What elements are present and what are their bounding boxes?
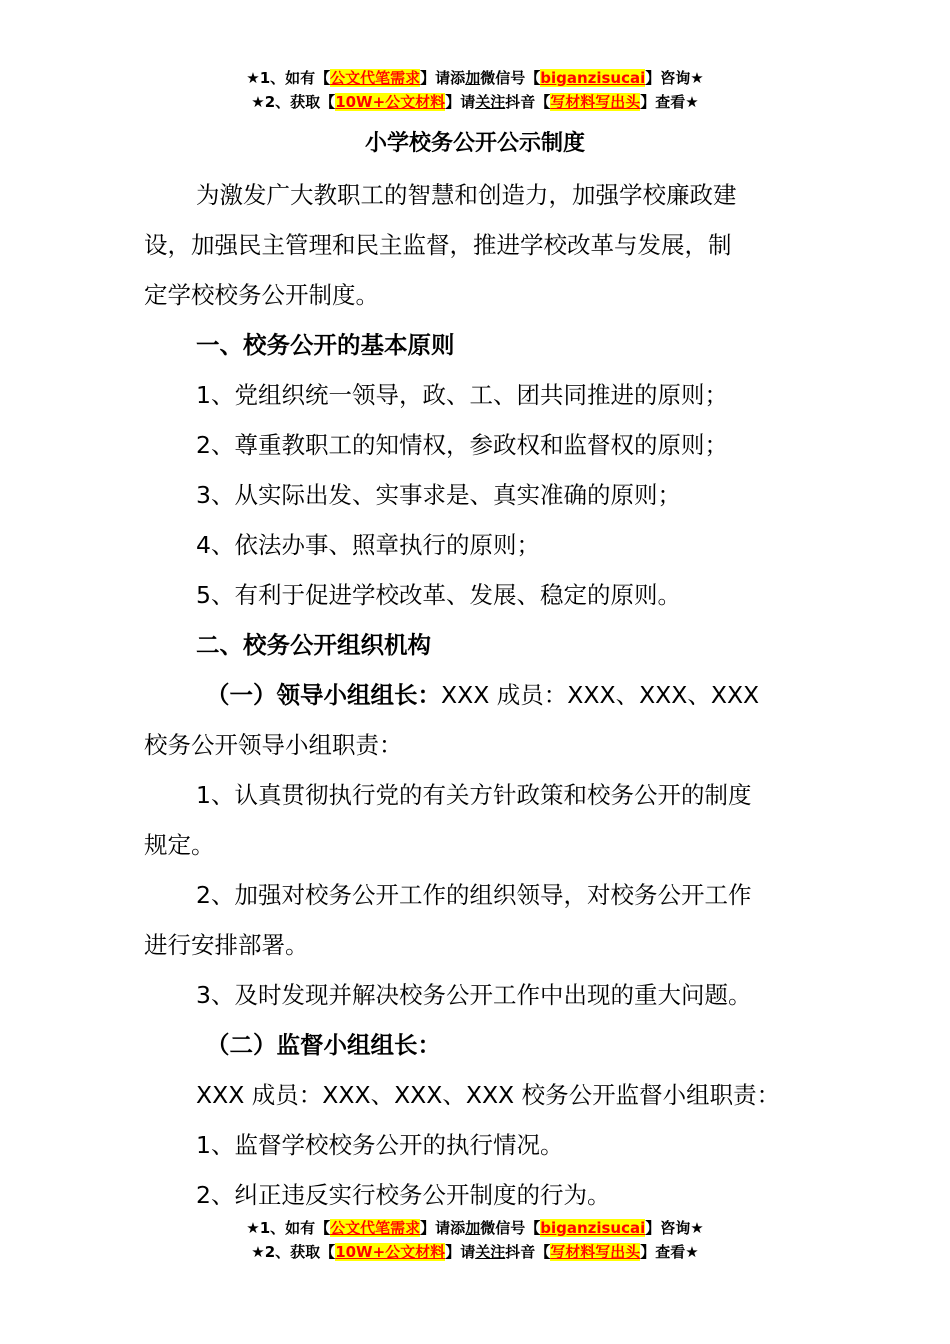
list-item: 4、依法办事、照章执行的原则； — [196, 531, 540, 559]
subsection-line — [144, 670, 824, 720]
banner-text: 抖音【 — [505, 93, 551, 111]
banner-text: ★2、获取【 — [251, 1243, 336, 1261]
highlight-materials: 10W+公文材料 — [335, 1243, 446, 1261]
list-item: 3、及时发现并解决校务公开工作中出现的重大问题。 — [196, 981, 752, 1009]
banner-text: 关注 — [475, 93, 506, 111]
banner-text: 】请添 — [420, 1219, 466, 1237]
banner-text: 】请 — [445, 1243, 476, 1261]
list-item: 2、加强对校务公开工作的组织领导，对校务公开工作 — [196, 881, 752, 909]
document-body — [144, 170, 824, 1220]
section-heading: 一、校务公开的基本原则 — [196, 331, 455, 359]
banner-line-1 — [0, 1216, 950, 1240]
highlight-materials: 10W+公文材料 — [335, 93, 446, 111]
paragraph-line: 校务公开领导小组职责： — [144, 731, 403, 759]
banner-text: 】查看★ — [640, 93, 699, 111]
highlight-wechat-id: biganzisucai — [540, 1219, 646, 1237]
highlight-douyin-id: 写材料写出头 — [550, 1243, 641, 1261]
banner-text: 微信号【 — [480, 1219, 541, 1237]
list-item: 2、纠正违反实行校务公开制度的行为。 — [196, 1181, 611, 1209]
highlight-douyin-id: 写材料写出头 — [550, 93, 641, 111]
list-item: 3、从实际出发、实事求是、真实准确的原则； — [196, 481, 681, 509]
banner-text: 】请添 — [420, 69, 466, 87]
paragraph-line: XXX 成员：XXX、XXX、XXX 校务公开监督小组职责： — [196, 1081, 781, 1109]
banner-line-2 — [0, 90, 950, 114]
intro-line: 设，加强民主管理和民主监督，推进学校改革与发展，制 — [144, 231, 732, 259]
highlight-wechat-id: biganzisucai — [540, 69, 646, 87]
subsection-text: XXX 成员：XXX、XXX、XXX — [441, 681, 760, 709]
banner-text: 】请 — [445, 93, 476, 111]
subsection-label: （二）监督小组组长： — [206, 1031, 441, 1059]
list-item: 1、监督学校校务公开的执行情况。 — [196, 1131, 564, 1159]
highlight-service: 公文代笔需求 — [330, 69, 421, 87]
banner-text: ★1、如有【 — [246, 1219, 331, 1237]
banner-text: 抖音【 — [505, 1243, 551, 1261]
banner-text: 】查看★ — [640, 1243, 699, 1261]
list-item-cont: 规定。 — [144, 831, 215, 859]
list-item-cont: 进行安排部署。 — [144, 931, 309, 959]
list-item: 1、党组织统一领导，政、工、团共同推进的原则； — [196, 381, 728, 409]
banner-text: 微信号【 — [480, 69, 541, 87]
banner-line-1 — [0, 66, 950, 90]
subsection-label: （一）领导小组组长： — [206, 681, 441, 709]
page-title: 小学校务公开公示制度 — [364, 131, 585, 156]
list-item: 5、有利于促进学校改革、发展、稳定的原则。 — [196, 581, 681, 609]
banner-text: 加 — [465, 69, 481, 87]
intro-line: 定学校校务公开制度。 — [144, 281, 379, 309]
banner-text: 加 — [465, 1219, 481, 1237]
banner-text: 】咨询★ — [645, 1219, 704, 1237]
banner-text: ★1、如有【 — [246, 69, 331, 87]
list-item: 2、尊重教职工的知情权，参政权和监督权的原则； — [196, 431, 728, 459]
ad-banner-top — [0, 66, 950, 114]
banner-text: 关注 — [475, 1243, 506, 1261]
banner-line-2 — [0, 1240, 950, 1264]
intro-line: 为激发广大教职工的智慧和创造力，加强学校廉政建 — [196, 181, 737, 209]
section-heading: 二、校务公开组织机构 — [196, 631, 431, 659]
ad-banner-bottom — [0, 1216, 950, 1264]
highlight-service: 公文代笔需求 — [330, 1219, 421, 1237]
list-item: 1、认真贯彻执行党的有关方针政策和校务公开的制度 — [196, 781, 752, 809]
banner-text: ★2、获取【 — [251, 93, 336, 111]
banner-text: 】咨询★ — [645, 69, 704, 87]
